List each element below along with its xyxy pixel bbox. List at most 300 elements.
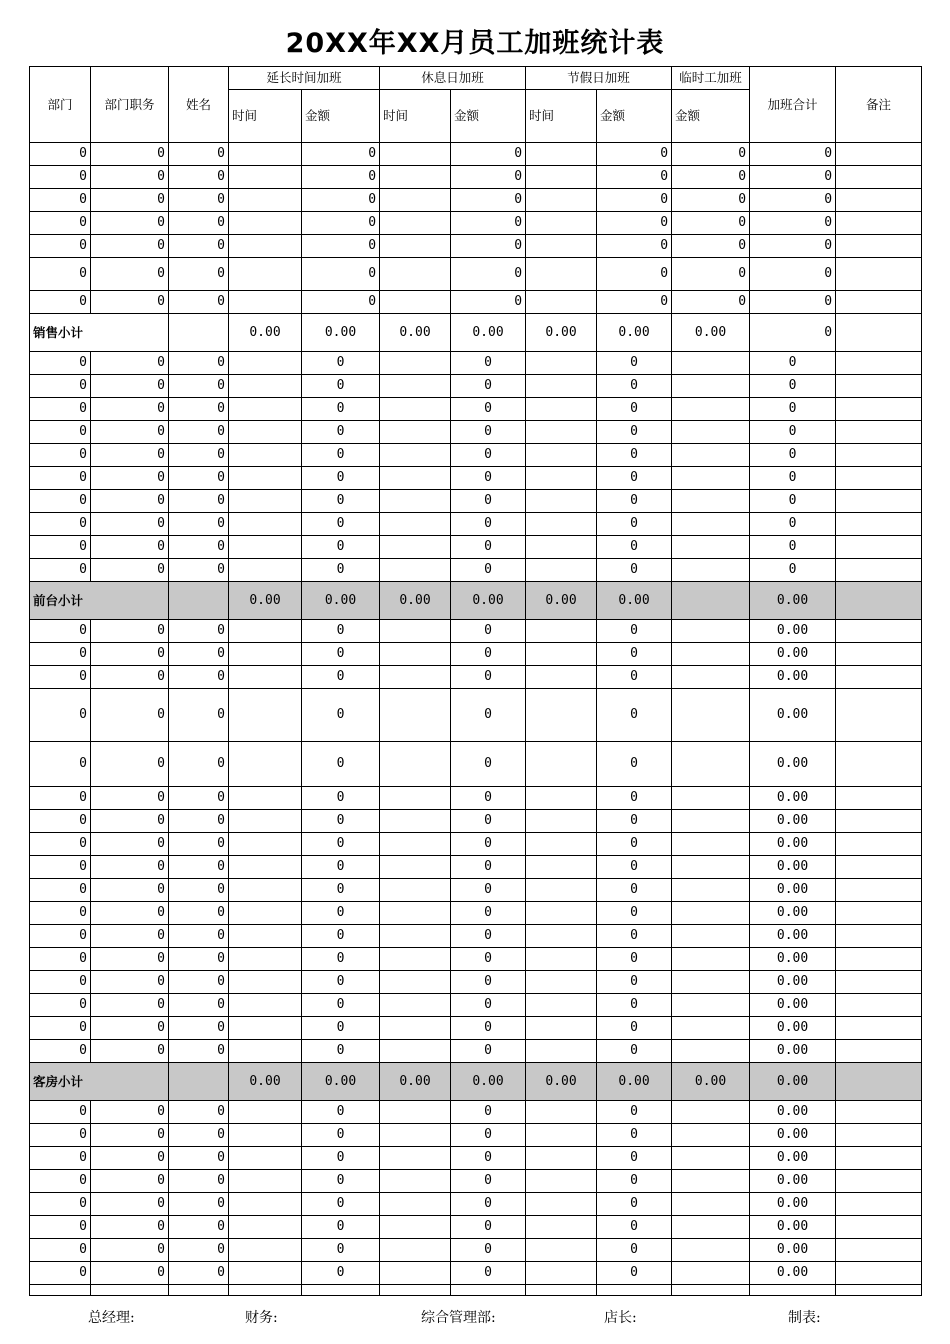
signature-footer [0, 1305, 950, 1329]
ext-amount-cell: 0 [302, 879, 380, 902]
temp-amount-cell [672, 1124, 750, 1147]
remark-cell [836, 742, 922, 787]
remark-cell [836, 421, 922, 444]
rest-time-cell [380, 1017, 451, 1040]
position-cell: 0 [91, 810, 169, 833]
empty-cell [836, 1285, 922, 1296]
holiday-time-cell [526, 189, 597, 212]
rest-amount-cell: 0 [451, 689, 526, 742]
temp-amount-cell [672, 1239, 750, 1262]
header-dept: 部门 [30, 67, 91, 143]
remark-cell [836, 833, 922, 856]
rest-time-cell [380, 689, 451, 742]
table-row [30, 1239, 922, 1262]
dept-cell: 0 [30, 375, 91, 398]
rest-time-cell [380, 902, 451, 925]
ext-amount-cell: 0 [302, 1193, 380, 1216]
remark-cell [836, 994, 922, 1017]
rest-time-cell [380, 1170, 451, 1193]
ext-time-cell [229, 490, 302, 513]
table-row [30, 291, 922, 314]
subtotal-value-cell: 0.00 [526, 1063, 597, 1101]
ext-amount-cell: 0 [302, 810, 380, 833]
holiday-time-cell [526, 994, 597, 1017]
rest-amount-cell: 0 [451, 948, 526, 971]
holiday-time-cell [526, 398, 597, 421]
table-row [30, 1040, 922, 1063]
holiday-amount-cell: 0 [597, 143, 672, 166]
dept-cell: 0 [30, 352, 91, 375]
position-cell: 0 [91, 513, 169, 536]
subtotal-name-cell [169, 314, 229, 352]
position-cell: 0 [91, 1262, 169, 1285]
position-cell: 0 [91, 1216, 169, 1239]
rest-time-cell [380, 948, 451, 971]
remark-cell [836, 1239, 922, 1262]
holiday-amount-cell: 0 [597, 444, 672, 467]
ext-amount-cell: 0 [302, 925, 380, 948]
footer-general-manager: 总经理: [88, 1310, 135, 1326]
total-cell: 0.00 [750, 1262, 836, 1285]
subtotal-row-front [30, 582, 922, 620]
holiday-amount-cell: 0 [597, 643, 672, 666]
temp-amount-cell [672, 490, 750, 513]
temp-amount-cell: 0 [672, 189, 750, 212]
remark-cell [836, 559, 922, 582]
ext-amount-cell: 0 [302, 513, 380, 536]
rest-amount-cell: 0 [451, 559, 526, 582]
dept-cell: 0 [30, 643, 91, 666]
holiday-time-cell [526, 143, 597, 166]
ext-time-cell [229, 235, 302, 258]
subtotal-value-cell: 0.00 [302, 582, 380, 620]
holiday-time-cell [526, 1147, 597, 1170]
subtotal-value-cell: 0.00 [229, 582, 302, 620]
remark-cell [836, 352, 922, 375]
table-row [30, 620, 922, 643]
name-cell: 0 [169, 536, 229, 559]
position-cell: 0 [91, 1124, 169, 1147]
name-cell: 0 [169, 879, 229, 902]
temp-amount-cell: 0 [672, 291, 750, 314]
ext-amount-cell: 0 [302, 467, 380, 490]
remark-cell [836, 258, 922, 291]
position-cell: 0 [91, 1040, 169, 1063]
dept-cell: 0 [30, 258, 91, 291]
total-cell: 0.00 [750, 856, 836, 879]
rest-amount-cell: 0 [451, 1101, 526, 1124]
position-cell: 0 [91, 375, 169, 398]
rest-time-cell [380, 212, 451, 235]
table-row [30, 143, 922, 166]
header-holiday-time: 时间 [526, 90, 597, 143]
total-cell: 0 [750, 143, 836, 166]
remark-cell [836, 291, 922, 314]
remark-cell [836, 879, 922, 902]
rest-amount-cell: 0 [451, 1239, 526, 1262]
holiday-amount-cell: 0 [597, 1101, 672, 1124]
ext-time-cell [229, 787, 302, 810]
ext-time-cell [229, 689, 302, 742]
total-cell: 0 [750, 375, 836, 398]
holiday-time-cell [526, 513, 597, 536]
position-cell: 0 [91, 235, 169, 258]
name-cell: 0 [169, 1101, 229, 1124]
name-cell: 0 [169, 352, 229, 375]
ext-time-cell [229, 143, 302, 166]
rest-amount-cell: 0 [451, 352, 526, 375]
dept-cell: 0 [30, 810, 91, 833]
ext-amount-cell: 0 [302, 994, 380, 1017]
position-cell: 0 [91, 212, 169, 235]
ext-amount-cell: 0 [302, 1124, 380, 1147]
subtotal-value-cell: 0.00 [380, 1063, 451, 1101]
empty-cell [380, 1285, 451, 1296]
total-cell: 0.00 [750, 643, 836, 666]
position-cell: 0 [91, 1017, 169, 1040]
holiday-time-cell [526, 971, 597, 994]
name-cell: 0 [169, 689, 229, 742]
subtotal-label-sales: 销售小计 [30, 314, 169, 352]
position-cell: 0 [91, 971, 169, 994]
table-row [30, 1017, 922, 1040]
holiday-amount-cell: 0 [597, 620, 672, 643]
header-total: 加班合计 [750, 67, 836, 143]
rest-time-cell [380, 143, 451, 166]
ext-time-cell [229, 1040, 302, 1063]
ext-amount-cell: 0 [302, 1040, 380, 1063]
empty-cell [302, 1285, 380, 1296]
ext-time-cell [229, 643, 302, 666]
empty-cell [597, 1285, 672, 1296]
temp-amount-cell [672, 559, 750, 582]
subtotal-value-cell: 0.00 [597, 582, 672, 620]
table-row [30, 1216, 922, 1239]
holiday-amount-cell: 0 [597, 1124, 672, 1147]
position-cell: 0 [91, 620, 169, 643]
subtotal-value-cell: 0.00 [526, 582, 597, 620]
position-cell: 0 [91, 1147, 169, 1170]
holiday-time-cell [526, 833, 597, 856]
ext-time-cell [229, 421, 302, 444]
empty-cell [672, 1285, 750, 1296]
subtotal-value-cell: 0.00 [229, 314, 302, 352]
ext-amount-cell: 0 [302, 971, 380, 994]
temp-amount-cell: 0 [672, 235, 750, 258]
temp-amount-cell [672, 689, 750, 742]
ext-amount-cell: 0 [302, 421, 380, 444]
ext-amount-cell: 0 [302, 902, 380, 925]
rest-time-cell [380, 666, 451, 689]
remark-cell [836, 536, 922, 559]
total-cell: 0 [750, 444, 836, 467]
header-temp-amount: 金额 [672, 90, 750, 143]
table-row [30, 352, 922, 375]
holiday-amount-cell: 0 [597, 1017, 672, 1040]
holiday-amount-cell: 0 [597, 235, 672, 258]
remark-cell [836, 490, 922, 513]
table-row [30, 258, 922, 291]
ext-time-cell [229, 1262, 302, 1285]
holiday-amount-cell: 0 [597, 925, 672, 948]
position-cell: 0 [91, 398, 169, 421]
subtotal-name-cell [169, 1063, 229, 1101]
ext-amount-cell: 0 [302, 235, 380, 258]
total-cell: 0.00 [750, 689, 836, 742]
position-cell: 0 [91, 948, 169, 971]
holiday-time-cell [526, 536, 597, 559]
rest-amount-cell: 0 [451, 1124, 526, 1147]
remark-cell [836, 1170, 922, 1193]
holiday-amount-cell: 0 [597, 467, 672, 490]
rest-amount-cell: 0 [451, 291, 526, 314]
table-row [30, 666, 922, 689]
remark-cell [836, 1262, 922, 1285]
holiday-amount-cell: 0 [597, 833, 672, 856]
position-cell: 0 [91, 352, 169, 375]
holiday-time-cell [526, 620, 597, 643]
ext-time-cell [229, 258, 302, 291]
position-cell: 0 [91, 1193, 169, 1216]
remark-cell [836, 810, 922, 833]
temp-amount-cell: 0 [672, 212, 750, 235]
position-cell: 0 [91, 536, 169, 559]
dept-cell: 0 [30, 1170, 91, 1193]
holiday-time-cell [526, 212, 597, 235]
rest-time-cell [380, 787, 451, 810]
ext-amount-cell: 0 [302, 833, 380, 856]
name-cell: 0 [169, 1170, 229, 1193]
name-cell: 0 [169, 925, 229, 948]
subtotal-temp-cell [672, 582, 750, 620]
empty-cell [750, 1285, 836, 1296]
position-cell: 0 [91, 1101, 169, 1124]
ext-amount-cell: 0 [302, 620, 380, 643]
header-rest-day-overtime: 休息日加班 [380, 67, 526, 90]
name-cell: 0 [169, 398, 229, 421]
position-cell: 0 [91, 444, 169, 467]
ext-time-cell [229, 1193, 302, 1216]
table-row [30, 166, 922, 189]
temp-amount-cell [672, 925, 750, 948]
holiday-time-cell [526, 235, 597, 258]
position-cell: 0 [91, 856, 169, 879]
rest-amount-cell: 0 [451, 1170, 526, 1193]
temp-amount-cell [672, 1216, 750, 1239]
empty-cell [526, 1285, 597, 1296]
rest-amount-cell: 0 [451, 1147, 526, 1170]
ext-time-cell [229, 879, 302, 902]
ext-time-cell [229, 1124, 302, 1147]
dept-cell: 0 [30, 620, 91, 643]
holiday-amount-cell: 0 [597, 810, 672, 833]
total-cell: 0.00 [750, 620, 836, 643]
total-cell: 0.00 [750, 1147, 836, 1170]
subtotal-label-room: 客房小计 [30, 1063, 169, 1101]
holiday-amount-cell: 0 [597, 971, 672, 994]
remark-cell [836, 787, 922, 810]
ext-amount-cell: 0 [302, 189, 380, 212]
ext-time-cell [229, 513, 302, 536]
dept-cell: 0 [30, 1262, 91, 1285]
temp-amount-cell [672, 398, 750, 421]
holiday-amount-cell: 0 [597, 166, 672, 189]
name-cell: 0 [169, 235, 229, 258]
total-cell: 0.00 [750, 1239, 836, 1262]
ext-amount-cell: 0 [302, 444, 380, 467]
subtotal-value-cell: 0.00 [672, 314, 750, 352]
holiday-time-cell [526, 1017, 597, 1040]
dept-cell: 0 [30, 1040, 91, 1063]
holiday-amount-cell: 0 [597, 258, 672, 291]
subtotal-value-cell: 0.00 [302, 1063, 380, 1101]
holiday-amount-cell: 0 [597, 666, 672, 689]
ext-amount-cell: 0 [302, 689, 380, 742]
ext-time-cell [229, 1147, 302, 1170]
ext-time-cell [229, 444, 302, 467]
name-cell: 0 [169, 810, 229, 833]
position-cell: 0 [91, 1239, 169, 1262]
ext-amount-cell: 0 [302, 1101, 380, 1124]
dept-cell: 0 [30, 291, 91, 314]
total-cell: 0.00 [750, 879, 836, 902]
total-cell: 0.00 [750, 666, 836, 689]
ext-time-cell [229, 1239, 302, 1262]
subtotal-total-cell: 0.00 [750, 1063, 836, 1101]
holiday-amount-cell: 0 [597, 189, 672, 212]
holiday-time-cell [526, 444, 597, 467]
table-row [30, 994, 922, 1017]
ext-amount-cell: 0 [302, 948, 380, 971]
table-row [30, 212, 922, 235]
name-cell: 0 [169, 444, 229, 467]
holiday-time-cell [526, 856, 597, 879]
total-cell: 0 [750, 559, 836, 582]
total-cell: 0 [750, 258, 836, 291]
total-cell: 0.00 [750, 1216, 836, 1239]
holiday-time-cell [526, 1101, 597, 1124]
holiday-time-cell [526, 375, 597, 398]
remark-cell [836, 666, 922, 689]
temp-amount-cell [672, 375, 750, 398]
name-cell: 0 [169, 666, 229, 689]
dept-cell: 0 [30, 742, 91, 787]
holiday-amount-cell: 0 [597, 513, 672, 536]
ext-amount-cell: 0 [302, 1239, 380, 1262]
subtotal-value-cell: 0.00 [302, 314, 380, 352]
ext-time-cell [229, 1216, 302, 1239]
name-cell: 0 [169, 421, 229, 444]
rest-amount-cell: 0 [451, 444, 526, 467]
table-row [30, 421, 922, 444]
subtotal-value-cell: 0.00 [526, 314, 597, 352]
ext-amount-cell: 0 [302, 1216, 380, 1239]
remark-cell [836, 398, 922, 421]
name-cell: 0 [169, 559, 229, 582]
position-cell: 0 [91, 689, 169, 742]
subtotal-value-cell: 0.00 [451, 582, 526, 620]
name-cell: 0 [169, 1239, 229, 1262]
holiday-time-cell [526, 787, 597, 810]
footer-finance: 财务: [245, 1310, 278, 1326]
rest-time-cell [380, 742, 451, 787]
remark-cell [836, 513, 922, 536]
temp-amount-cell [672, 643, 750, 666]
remark-cell [836, 856, 922, 879]
temp-amount-cell [672, 971, 750, 994]
ext-amount-cell: 0 [302, 666, 380, 689]
holiday-time-cell [526, 1262, 597, 1285]
total-cell: 0 [750, 421, 836, 444]
subtotal-value-cell: 0.00 [672, 1063, 750, 1101]
rest-amount-cell: 0 [451, 902, 526, 925]
rest-time-cell [380, 856, 451, 879]
dept-cell: 0 [30, 994, 91, 1017]
holiday-amount-cell: 0 [597, 1147, 672, 1170]
total-cell: 0 [750, 212, 836, 235]
dept-cell: 0 [30, 1193, 91, 1216]
empty-cell [229, 1285, 302, 1296]
total-cell: 0.00 [750, 833, 836, 856]
holiday-time-cell [526, 810, 597, 833]
dept-cell: 0 [30, 879, 91, 902]
ext-time-cell [229, 666, 302, 689]
rest-amount-cell: 0 [451, 787, 526, 810]
ext-time-cell [229, 742, 302, 787]
dept-cell: 0 [30, 787, 91, 810]
remark-cell [836, 375, 922, 398]
subtotal-value-cell: 0.00 [451, 314, 526, 352]
ext-amount-cell: 0 [302, 258, 380, 291]
ext-time-cell [229, 291, 302, 314]
ext-time-cell [229, 398, 302, 421]
position-cell: 0 [91, 994, 169, 1017]
rest-amount-cell: 0 [451, 643, 526, 666]
dept-cell: 0 [30, 467, 91, 490]
subtotal-total-cell: 0.00 [750, 582, 836, 620]
position-cell: 0 [91, 742, 169, 787]
remark-cell [836, 1040, 922, 1063]
total-cell: 0.00 [750, 948, 836, 971]
rest-time-cell [380, 1124, 451, 1147]
rest-amount-cell: 0 [451, 421, 526, 444]
table-row [30, 490, 922, 513]
ext-time-cell [229, 375, 302, 398]
name-cell: 0 [169, 833, 229, 856]
temp-amount-cell [672, 948, 750, 971]
temp-amount-cell [672, 421, 750, 444]
name-cell: 0 [169, 742, 229, 787]
total-cell: 0 [750, 467, 836, 490]
ext-amount-cell: 0 [302, 559, 380, 582]
total-cell: 0 [750, 513, 836, 536]
rest-time-cell [380, 1239, 451, 1262]
temp-amount-cell [672, 444, 750, 467]
temp-amount-cell [672, 467, 750, 490]
total-cell: 0.00 [750, 1124, 836, 1147]
position-cell: 0 [91, 467, 169, 490]
table-row [30, 398, 922, 421]
table-row [30, 444, 922, 467]
table-row [30, 787, 922, 810]
remark-cell [836, 143, 922, 166]
table-body [30, 67, 922, 1296]
remark-cell [836, 444, 922, 467]
holiday-amount-cell: 0 [597, 398, 672, 421]
ext-time-cell [229, 971, 302, 994]
table-row [30, 1147, 922, 1170]
ext-time-cell [229, 1101, 302, 1124]
